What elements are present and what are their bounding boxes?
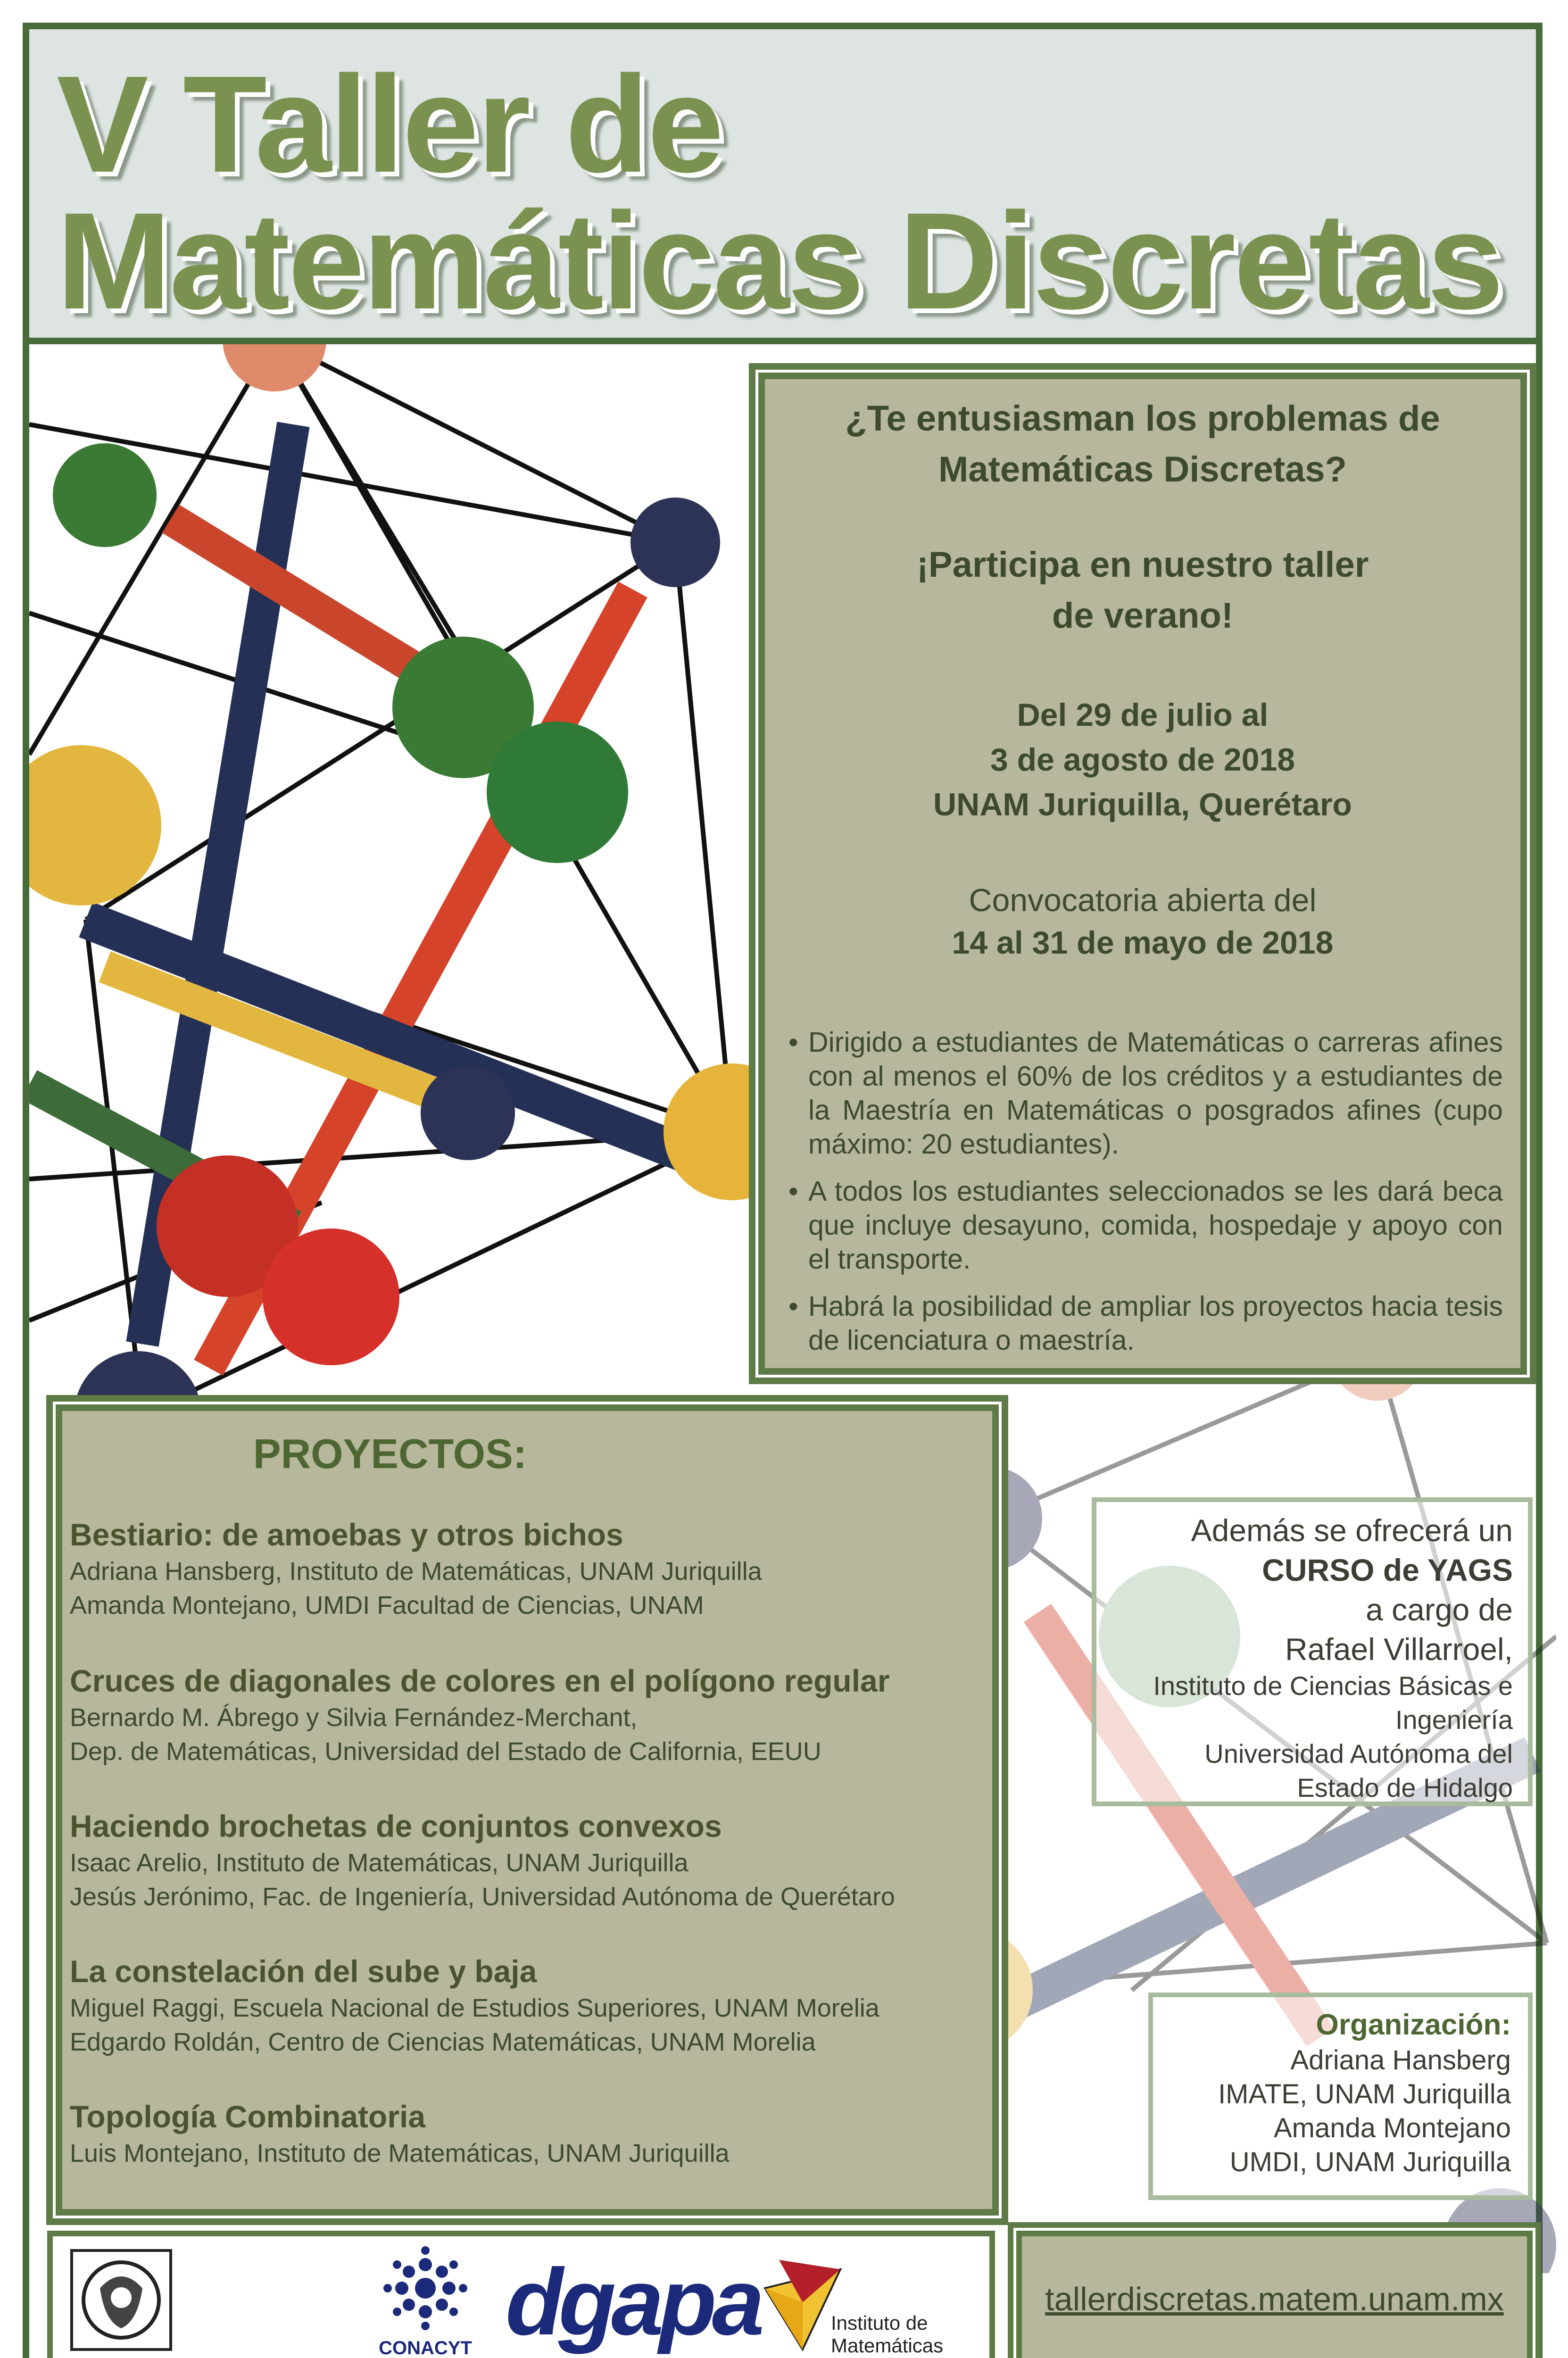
- intro-panel: [758, 373, 1527, 1375]
- project-title: Cruces de diagonales de colores en el polígono regular: [70, 1663, 890, 1698]
- course-box: Además se ofrecerá un CURSO de YAGS a cargo de Rafael Villarroel, Instituto de Ciencias Básicas e Ingeniería Universidad Autónoma del Estado de Hidalgo: [1092, 1497, 1533, 1806]
- project-item: [70, 1515, 994, 1622]
- organization-heading: Organización:: [1316, 2009, 1511, 2041]
- projects-panel: [56, 1404, 999, 2216]
- conacyt-logo: CONACYT: [378, 2246, 473, 2358]
- sponsor-logos: [47, 2231, 995, 2358]
- conacyt-icon: [378, 2246, 473, 2335]
- project-item: [70, 2097, 994, 2170]
- project-author: Miguel Raggi, Escuela Nacional de Estudios Superiores, UNAM Morelia: [70, 1994, 879, 2022]
- project-title: La constelación del sube y baja: [70, 1954, 537, 1989]
- project-author: Luis Montejano, Instituto de Matemáticas, UNAM Juriquilla: [70, 2139, 730, 2167]
- unam-seal-logo: [67, 2246, 175, 2354]
- list-item: • Dirigido a estudiantes de Matemáticas o carreras afines con al menos el 60% de los créditos y a estudiantes de la Maestría en Matemáticas o posgrados afines (cupo máximo: 20 estudiantes).: [788, 1025, 1503, 1161]
- projects-heading: PROYECTOS:: [253, 1430, 527, 1477]
- molecule-model-illustration: [29, 283, 831, 1533]
- project-author: Dep. de Matemáticas, Universidad del Estado de California, EEUU: [70, 1737, 821, 1766]
- poster-title: [57, 47, 1502, 338]
- website-box: [1016, 2231, 1533, 2358]
- title-line-2: Matemáticas Discretas: [57, 184, 1502, 338]
- project-author: Adriana Hansberg, Instituto de Matemáticas, UNAM Juriquilla: [70, 1557, 762, 1586]
- project-author: Edgardo Roldán, Centro de Ciencias Matemáticas, UNAM Morelia: [70, 2028, 816, 2056]
- project-author: Jesús Jerónimo, Fac. de Ingeniería, Universidad Autónoma de Querétaro: [70, 1883, 895, 1911]
- project-author: Amanda Montejano, UMDI Facultad de Ciencias, UNAM: [70, 1591, 704, 1619]
- project-item: [70, 1661, 994, 1768]
- organization-box: Organización: Adriana Hansberg IMATE, UNAM Juriquilla Amanda Montejano UMDI, UNAM Juriquilla: [1148, 1993, 1533, 2200]
- website-link[interactable]: tallerdiscretas.matem.unam.mx: [1045, 2281, 1504, 2317]
- project-author: Isaac Arelio, Instituto de Matemáticas, UNAM Juriquilla: [70, 1849, 689, 1877]
- project-title: Topología Combinatoria: [70, 2099, 426, 2134]
- instituto-matematicas-logo: Instituto de Matemáticas: [760, 2241, 968, 2358]
- project-item: [70, 1951, 994, 2059]
- list-item: • A todos los estudiantes seleccionados se les dará beca que incluye desayuno, comida, hospedaje y apoyo con el transporte.: [788, 1174, 1503, 1276]
- project-title: Haciendo brochetas de conjuntos convexos: [70, 1809, 722, 1843]
- requirements-list: [788, 1025, 1503, 1370]
- question-text: ¿Te entusiasman los problemas de Matemáticas Discretas?: [845, 399, 1440, 490]
- project-item: [70, 1806, 994, 1914]
- project-author: Bernardo M. Ábrego y Silvia Fernández-Merchant,: [70, 1703, 638, 1732]
- title-line-1: V Taller de: [57, 47, 722, 201]
- convocatoria-text: Convocatoria abierta del 14 al 31 de mayo de 2018: [952, 882, 1334, 961]
- invite-text: ¡Participa en nuestro taller de verano!: [916, 545, 1369, 636]
- list-item: • Habrá la posibilidad de ampliar los proyectos hacia tesis de licenciatura o maestría.: [788, 1289, 1503, 1357]
- event-dates: Del 29 de julio al 3 de agosto de 2018 UNAM Juriquilla, Querétaro: [933, 697, 1352, 822]
- dgapa-logo: dgapa: [506, 2250, 760, 2355]
- project-title: Bestiario: de amoebas y otros bichos: [70, 1517, 623, 1552]
